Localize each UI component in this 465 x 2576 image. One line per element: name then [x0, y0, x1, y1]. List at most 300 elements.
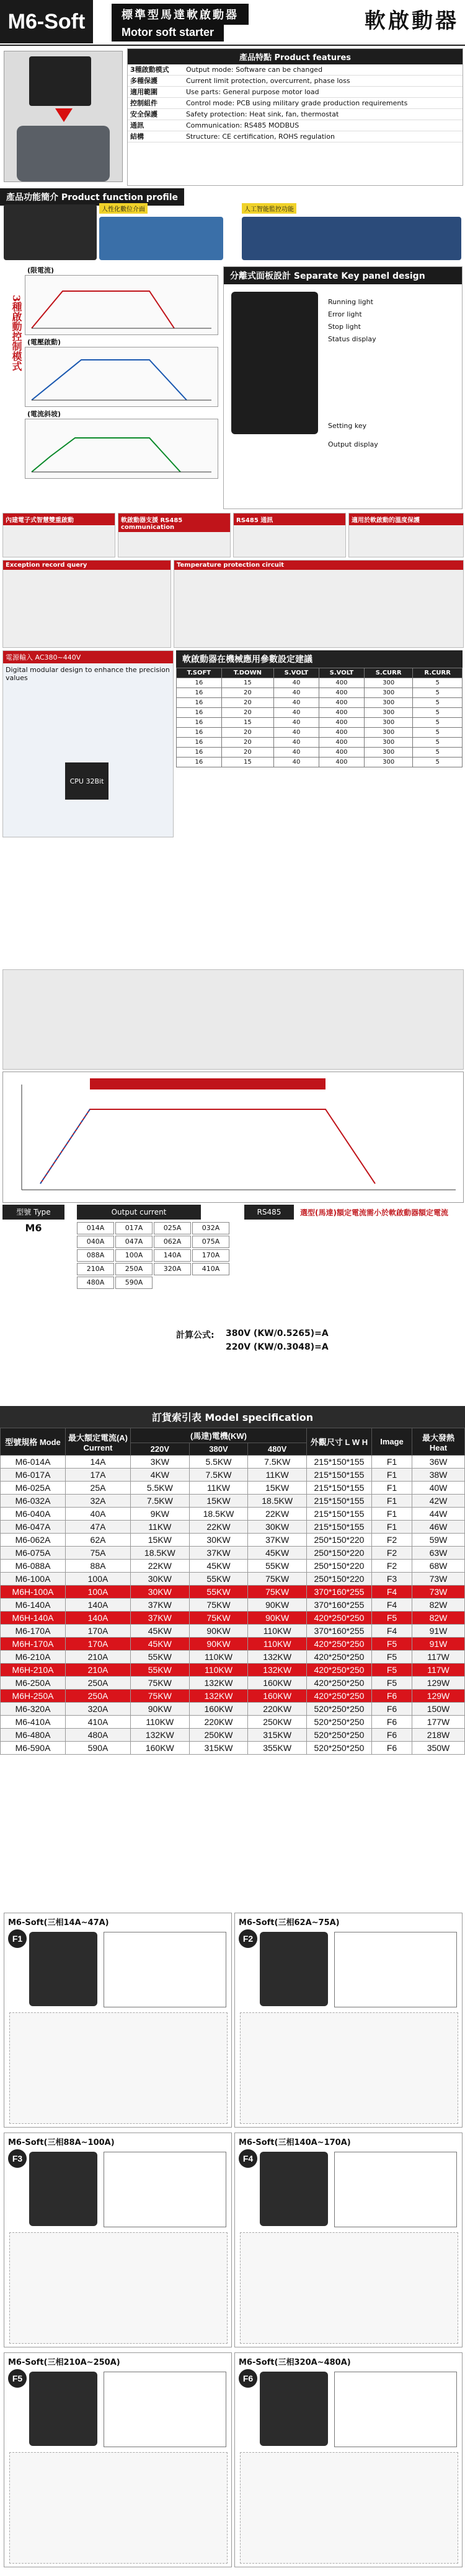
spec-cell: M6-250A — [1, 1677, 66, 1690]
output-label: Output current — [77, 1205, 201, 1220]
spec-cell: 14A — [66, 1456, 131, 1469]
spec-cell: 18.5KW — [248, 1495, 307, 1508]
dim-drawing — [240, 2012, 458, 2124]
spec-cell: 520*250*250 — [307, 1742, 372, 1755]
spec-cell: 40W — [412, 1482, 465, 1495]
spec-body — [1, 1456, 465, 1755]
spec-cell: 75KW — [189, 1612, 248, 1625]
spec-cell: 350W — [412, 1742, 465, 1755]
spec-cell: F5 — [372, 1651, 412, 1664]
param-cell: 16 — [177, 688, 222, 698]
output-item: 320A — [154, 1263, 191, 1275]
param-row — [177, 698, 463, 708]
feature-row — [128, 131, 463, 142]
timing-svg — [3, 1072, 463, 1202]
spec-cell: 160KW — [248, 1690, 307, 1703]
feature-value: Control mode: PCB using military grade production requirements — [186, 99, 408, 107]
param-cell: 20 — [221, 688, 273, 698]
dim-drawing — [240, 2232, 458, 2344]
spec-cell: 520*250*250 — [307, 1703, 372, 1716]
spec-cell: 117W — [412, 1651, 465, 1664]
spec-cell: 22KW — [131, 1560, 190, 1573]
type-model: M6 — [25, 1222, 42, 1234]
spec-cell: 250A — [66, 1677, 131, 1690]
dim-drawing — [9, 2452, 228, 2564]
spec-cell: F5 — [372, 1612, 412, 1625]
spec-cell: 5.5KW — [189, 1456, 248, 1469]
spec-cell: 17A — [66, 1469, 131, 1482]
spec-header: 480V — [248, 1443, 307, 1456]
spec-cell: 420*250*250 — [307, 1651, 372, 1664]
feature-row — [128, 64, 463, 76]
spec-cell: 15KW — [189, 1495, 248, 1508]
spec-row — [1, 1638, 465, 1651]
display-interface-image — [99, 217, 223, 260]
spec-cell: 55KW — [189, 1586, 248, 1599]
timing-chart — [2, 1072, 464, 1203]
curve-svg — [25, 276, 218, 334]
spec-cell: F4 — [372, 1599, 412, 1612]
spec-cell: F6 — [372, 1729, 412, 1742]
feature-value: Safety protection: Heat sink, fan, thermostat — [186, 110, 339, 118]
spec-cell: 73W — [412, 1573, 465, 1586]
spec-cell: 420*250*250 — [307, 1690, 372, 1703]
spec-cell: 140A — [66, 1599, 131, 1612]
param-cell: 300 — [364, 758, 412, 767]
param-cell: 300 — [364, 748, 412, 758]
curve-graph — [25, 275, 218, 335]
curve-svg — [25, 347, 218, 406]
spec-cell: M6-014A — [1, 1456, 66, 1469]
param-cell: 300 — [364, 688, 412, 698]
product-image — [4, 51, 123, 182]
features-list — [127, 48, 463, 186]
spec-cell: 250*150*220 — [307, 1534, 372, 1547]
function-profile — [0, 188, 465, 263]
arrow-down-icon — [55, 108, 73, 122]
spec-cell: 177W — [412, 1716, 465, 1729]
output-item: 480A — [77, 1277, 114, 1289]
spec-row — [1, 1742, 465, 1755]
dim-card — [234, 2352, 463, 2567]
feature-cell — [174, 560, 464, 648]
spec-cell: M6-410A — [1, 1716, 66, 1729]
param-cell: 5 — [413, 718, 463, 728]
param-cell: 5 — [413, 758, 463, 767]
spec-cell: F1 — [372, 1521, 412, 1534]
spec-cell: 36W — [412, 1456, 465, 1469]
param-cell: 16 — [177, 748, 222, 758]
subtitle-en: Motor soft starter — [112, 24, 224, 41]
cell-title: Temperature protection circuit — [174, 561, 463, 570]
spec-cell: 170A — [66, 1638, 131, 1651]
param-cell: 16 — [177, 758, 222, 767]
spec-cell: 215*150*155 — [307, 1521, 372, 1534]
param-cell: 400 — [319, 738, 364, 748]
param-cell: 400 — [319, 708, 364, 718]
param-row — [177, 758, 463, 767]
spec-cell: 38W — [412, 1469, 465, 1482]
output-item: 590A — [115, 1277, 153, 1289]
spec-cell: 480A — [66, 1729, 131, 1742]
param-head-row — [177, 668, 463, 678]
spec-cell: 75A — [66, 1547, 131, 1560]
spec-cell: 215*150*155 — [307, 1508, 372, 1521]
cell-title: 適用於軟啟動的溫度保護 — [349, 513, 463, 525]
spec-cell: 100A — [66, 1586, 131, 1599]
spec-cell: M6-170A — [1, 1625, 66, 1638]
ordering-note: 選型(馬達)額定電流需小於軟啟動器額定電流 — [300, 1208, 448, 1217]
param-cell: 300 — [364, 718, 412, 728]
spec-cell: 30KW — [131, 1573, 190, 1586]
spec-cell: 250KW — [248, 1716, 307, 1729]
modular-design-panel — [2, 650, 174, 837]
spec-cell: 420*250*250 — [307, 1638, 372, 1651]
spec-row — [1, 1508, 465, 1521]
panel-item: Setting key — [328, 422, 367, 430]
param-cell: 16 — [177, 738, 222, 748]
spec-header: 最大額定電流(A) Current — [66, 1428, 131, 1456]
spec-row — [1, 1534, 465, 1547]
feature-value: Use parts: General purpose motor load — [186, 88, 319, 96]
spec-header: (馬達)電機(KW) — [131, 1428, 307, 1443]
feature-key: 3種啟動模式 — [130, 66, 169, 74]
param-cell: 5 — [413, 698, 463, 708]
spec-cell: 37KW — [248, 1534, 307, 1547]
dim-card — [4, 2133, 232, 2347]
spec-header: 220V — [131, 1443, 190, 1456]
spec-row — [1, 1703, 465, 1716]
feature-row — [128, 87, 463, 98]
spec-row — [1, 1482, 465, 1495]
spec-cell: 7.5KW — [189, 1469, 248, 1482]
spec-cell: 82W — [412, 1612, 465, 1625]
param-cell: 300 — [364, 738, 412, 748]
param-cell: 40 — [273, 728, 319, 738]
device-image — [29, 1932, 97, 2006]
feature-key: 通訊 — [130, 121, 144, 129]
param-cell: 16 — [177, 698, 222, 708]
product-features — [0, 46, 465, 187]
mini-spec — [334, 1932, 457, 2007]
param-cell: 15 — [221, 718, 273, 728]
spec-cell: 44W — [412, 1508, 465, 1521]
param-cell: 16 — [177, 728, 222, 738]
spec-row — [1, 1690, 465, 1703]
dimension-cards — [0, 1913, 465, 2576]
spec-section — [0, 1406, 465, 1755]
cpu-block: CPU 32Bit — [65, 762, 108, 800]
dim-card — [234, 2133, 463, 2347]
param-cell: 40 — [273, 698, 319, 708]
spec-cell: F5 — [372, 1677, 412, 1690]
param-cell: 5 — [413, 748, 463, 758]
spec-cell: 15KW — [131, 1534, 190, 1547]
spec-cell: 315KW — [248, 1729, 307, 1742]
feature-value: Structure: CE certification, ROHS regulation — [186, 133, 335, 141]
spec-title: 訂貨索引表 Model specification — [0, 1406, 465, 1428]
dim-card — [4, 1913, 232, 2128]
spec-cell: 88A — [66, 1560, 131, 1573]
profile-title: 產品功能簡介 Product function profile — [0, 188, 184, 206]
spec-cell: 215*150*155 — [307, 1482, 372, 1495]
spec-cell: 215*150*155 — [307, 1456, 372, 1469]
param-cell: 40 — [273, 678, 319, 688]
cell-title: Exception record query — [3, 561, 170, 570]
param-row — [177, 738, 463, 748]
formula-220: 220V (KW/0.3048)=A — [226, 1342, 329, 1352]
feature-cell — [2, 513, 115, 557]
param-cell: 400 — [319, 718, 364, 728]
param-row — [177, 718, 463, 728]
spec-cell: M6H-100A — [1, 1586, 66, 1599]
spec-cell: 15KW — [248, 1482, 307, 1495]
panel-item: Error light — [328, 310, 362, 318]
spec-cell: M6-140A — [1, 1599, 66, 1612]
monitoring-image — [242, 217, 461, 260]
param-cell: 400 — [319, 748, 364, 758]
spec-row — [1, 1651, 465, 1664]
param-cell: 16 — [177, 718, 222, 728]
param-cell: 20 — [221, 698, 273, 708]
param-cell: 400 — [319, 688, 364, 698]
feature-cell — [348, 513, 464, 557]
spec-cell: 4KW — [131, 1469, 190, 1482]
spec-cell: 37KW — [131, 1612, 190, 1625]
feature-key: 適用範圍 — [130, 88, 157, 96]
dim-badge: F2 — [239, 1929, 257, 1948]
title-cn: 軟啟動器 — [365, 9, 459, 33]
feature-cell — [118, 513, 231, 557]
param-header: R.CURR — [413, 668, 463, 678]
param-row — [177, 678, 463, 688]
param-cell: 400 — [319, 678, 364, 688]
spec-cell: M6-100A — [1, 1573, 66, 1586]
modular-caption: Digital modular design to enhance the precision values — [6, 666, 170, 682]
spec-cell: 100A — [66, 1573, 131, 1586]
param-cell: 400 — [319, 698, 364, 708]
param-cell: 15 — [221, 678, 273, 688]
spec-cell: 47A — [66, 1521, 131, 1534]
spec-header: 最大發熱 Heat — [412, 1428, 465, 1456]
spec-cell: 22KW — [248, 1508, 307, 1521]
display-panel-image — [4, 204, 97, 260]
spec-cell: 160KW — [248, 1677, 307, 1690]
param-cell: 20 — [221, 708, 273, 718]
spec-cell: 68W — [412, 1560, 465, 1573]
spec-cell: F4 — [372, 1586, 412, 1599]
spec-cell: 73W — [412, 1586, 465, 1599]
spec-cell: F1 — [372, 1469, 412, 1482]
device-image — [260, 2152, 328, 2226]
curve-graph — [25, 419, 218, 479]
feature-key: 結構 — [130, 133, 144, 141]
spec-header: Image — [372, 1428, 412, 1456]
param-cell: 40 — [273, 758, 319, 767]
spec-cell: 30KW — [131, 1586, 190, 1599]
device-image — [29, 2372, 97, 2446]
spec-cell: 75KW — [131, 1677, 190, 1690]
spec-cell: F6 — [372, 1690, 412, 1703]
curve-label: (限電流) — [27, 266, 55, 274]
spec-cell: 110KW — [248, 1625, 307, 1638]
param-cell: 5 — [413, 738, 463, 748]
spec-cell: M6-047A — [1, 1521, 66, 1534]
spec-cell: 250*150*220 — [307, 1547, 372, 1560]
spec-cell: M6H-250A — [1, 1690, 66, 1703]
dim-card-title: M6-Soft(三相14A~47A) — [8, 1918, 109, 1928]
dim-card — [234, 1913, 463, 2128]
spec-cell: 90KW — [189, 1638, 248, 1651]
feature-key: 多種保護 — [130, 77, 157, 85]
feature-value: Output mode: Software can be changed — [186, 66, 323, 74]
spec-cell: 160KW — [131, 1742, 190, 1755]
spec-cell: 55KW — [131, 1651, 190, 1664]
panel-item: Output display — [328, 440, 378, 448]
cell-title: 內建電子式智慧雙重啟動 — [3, 513, 115, 525]
spec-cell: 11KW — [248, 1469, 307, 1482]
spec-cell: 37KW — [189, 1547, 248, 1560]
spec-cell: M6-040A — [1, 1508, 66, 1521]
spec-cell: 140A — [66, 1612, 131, 1625]
spec-cell: M6-590A — [1, 1742, 66, 1755]
param-cell: 40 — [273, 688, 319, 698]
param-cell: 5 — [413, 728, 463, 738]
spec-cell: F5 — [372, 1664, 412, 1677]
device-image — [29, 2152, 97, 2226]
spec-cell: 132KW — [248, 1664, 307, 1677]
mini-spec — [104, 2372, 226, 2447]
feature-cell — [2, 560, 171, 648]
spec-cell: 370*160*255 — [307, 1586, 372, 1599]
param-grid — [176, 650, 463, 767]
spec-header: 外觀尺寸 L W H — [307, 1428, 372, 1456]
mini-spec — [334, 2152, 457, 2227]
panel-design — [223, 266, 463, 509]
spec-cell: 62A — [66, 1534, 131, 1547]
spec-cell: 55KW — [189, 1573, 248, 1586]
spec-cell: 30KW — [248, 1521, 307, 1534]
param-header: S.VOLT — [319, 668, 364, 678]
spec-cell: 63W — [412, 1547, 465, 1560]
param-cell: 16 — [177, 708, 222, 718]
param-cell: 40 — [273, 738, 319, 748]
spec-cell: 75KW — [131, 1690, 190, 1703]
formula-label: 計算公式: — [176, 1330, 215, 1340]
feature-row — [128, 120, 463, 131]
spec-cell: 82W — [412, 1599, 465, 1612]
spec-header: 型號規格 Mode — [1, 1428, 66, 1456]
curve-label: (電流斜坡) — [27, 410, 61, 418]
spec-row — [1, 1729, 465, 1742]
spec-row — [1, 1664, 465, 1677]
spec-cell: 218W — [412, 1729, 465, 1742]
dim-drawing — [240, 2452, 458, 2564]
spec-cell: F5 — [372, 1638, 412, 1651]
spec-cell: 18.5KW — [131, 1547, 190, 1560]
spec-cell: M6-320A — [1, 1703, 66, 1716]
spec-cell: 90KW — [189, 1625, 248, 1638]
spec-cell: 160KW — [189, 1703, 248, 1716]
wiring-diagram-image — [2, 969, 464, 1070]
param-row — [177, 728, 463, 738]
spec-cell: 45KW — [131, 1625, 190, 1638]
dim-card-title: M6-Soft(三相210A~250A) — [8, 2358, 120, 2367]
output-item: 040A — [77, 1236, 114, 1248]
spec-cell: F2 — [372, 1534, 412, 1547]
param-cell: 300 — [364, 678, 412, 688]
dim-card-title: M6-Soft(三相88A~100A) — [8, 2138, 115, 2147]
output-item: 250A — [115, 1263, 153, 1275]
spec-cell: M6-075A — [1, 1547, 66, 1560]
spec-head-row — [1, 1428, 465, 1443]
model-title: M6-Soft — [0, 0, 93, 43]
curve-label: (電壓啟動) — [27, 338, 61, 346]
spec-cell: 46W — [412, 1521, 465, 1534]
param-body — [177, 678, 463, 767]
rs485-label: RS485 — [244, 1205, 294, 1220]
parameter-table — [0, 650, 465, 966]
spec-cell: F2 — [372, 1560, 412, 1573]
feature-row — [128, 76, 463, 87]
param-cell: 400 — [319, 758, 364, 767]
spec-cell: 90KW — [248, 1612, 307, 1625]
spec-cell: 5.5KW — [131, 1482, 190, 1495]
dim-card-title: M6-Soft(三相320A~480A) — [239, 2358, 351, 2367]
dim-badge: F5 — [8, 2369, 27, 2388]
spec-cell: 90KW — [248, 1599, 307, 1612]
feature-cell — [233, 513, 346, 557]
spec-cell: 132KW — [248, 1651, 307, 1664]
spec-cell: 370*160*255 — [307, 1599, 372, 1612]
spec-cell: 45KW — [248, 1547, 307, 1560]
dim-card-title: M6-Soft(三相62A~75A) — [239, 1918, 340, 1928]
features-head: 產品特點 Product features — [128, 49, 463, 64]
spec-cell: F3 — [372, 1573, 412, 1586]
spec-cell: 55KW — [131, 1664, 190, 1677]
output-item: 075A — [192, 1236, 229, 1248]
param-cell: 40 — [273, 718, 319, 728]
spec-header: 380V — [189, 1443, 248, 1456]
param-cell: 15 — [221, 758, 273, 767]
spec-cell: 22KW — [189, 1521, 248, 1534]
spec-cell: M6-032A — [1, 1495, 66, 1508]
spec-cell: 91W — [412, 1625, 465, 1638]
output-item: 100A — [115, 1249, 153, 1262]
spec-cell: 7.5KW — [131, 1495, 190, 1508]
spec-cell: F1 — [372, 1456, 412, 1469]
spec-cell: M6H-170A — [1, 1638, 66, 1651]
spec-row — [1, 1547, 465, 1560]
modes-side-label: 3種啟動控制模式 — [11, 295, 22, 372]
spec-cell: 520*250*250 — [307, 1716, 372, 1729]
curve-graph — [25, 347, 218, 407]
spec-row — [1, 1521, 465, 1534]
output-item: 170A — [192, 1249, 229, 1262]
spec-cell: 150W — [412, 1703, 465, 1716]
spec-cell: 220KW — [189, 1716, 248, 1729]
spec-cell: 45KW — [131, 1638, 190, 1651]
param-cell: 300 — [364, 708, 412, 718]
param-cell: 40 — [273, 748, 319, 758]
feature-row — [128, 109, 463, 120]
feature-row — [128, 98, 463, 109]
spec-cell: 129W — [412, 1690, 465, 1703]
spec-cell: 11KW — [131, 1521, 190, 1534]
param-row — [177, 708, 463, 718]
output-item: 410A — [192, 1263, 229, 1275]
spec-cell: 129W — [412, 1677, 465, 1690]
